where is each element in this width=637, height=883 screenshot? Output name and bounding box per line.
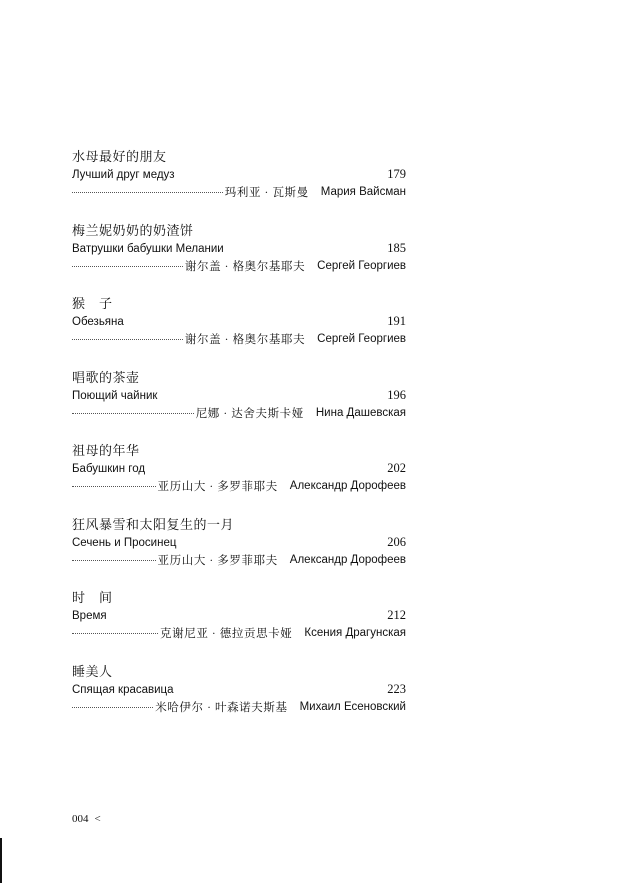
entry-title-row (72, 386, 406, 404)
author-name-chinese: 谢尔盖 · 格奥尔基耶夫 (184, 260, 306, 273)
entry-page-number: 196 (387, 387, 406, 402)
page-number: 004 (72, 813, 89, 825)
entry-author-row (72, 330, 406, 348)
dotted-leader (72, 266, 183, 267)
entry-title-russian: Время (72, 610, 107, 622)
entry-title-russian: Ватрушки бабушки Мелании (72, 242, 224, 255)
toc-entry[interactable] (72, 369, 406, 443)
entry-page-number: 223 (387, 681, 406, 696)
table-of-contents (72, 148, 406, 736)
author-name-russian: Нина Дашевская (315, 406, 406, 419)
entry-author-row (72, 183, 406, 201)
author-name-russian: Михаил Есеновский (299, 700, 406, 713)
author-name-chinese: 米哈伊尔 · 叶森诺夫斯基 (155, 701, 288, 714)
toc-entry[interactable] (72, 295, 406, 369)
author-name-chinese: 亚历山大 · 多罗菲耶夫 (157, 481, 278, 493)
entry-page-number: 206 (387, 534, 406, 549)
toc-entry[interactable] (72, 148, 406, 222)
page-folio (72, 813, 101, 825)
entry-title-row (72, 239, 406, 257)
entry-page-number: 212 (387, 608, 406, 622)
author-name-chinese: 谢尔盖 · 格奥尔基耶夫 (184, 334, 306, 346)
entry-title-row (72, 533, 406, 551)
entry-title-russian: Спящая красавица (72, 683, 174, 696)
entry-page-number: 191 (387, 314, 406, 328)
dotted-leader (72, 486, 156, 487)
entry-title-chinese: 水母最好的朋友 (72, 149, 167, 164)
author-name-russian: Мария Вайсман (320, 186, 406, 198)
author-name-russian: Александр Дорофеев (289, 480, 406, 492)
dotted-leader (72, 413, 194, 414)
author-name-chinese: 克谢尼亚 · 德拉贡思卡娅 (160, 628, 293, 640)
author-name-russian: Сергей Георгиев (317, 333, 406, 345)
dotted-leader (72, 339, 183, 340)
dotted-leader (72, 192, 223, 193)
entry-title-russian: Обезьяна (72, 316, 124, 328)
entry-title-chinese: 唱歌的茶壶 (72, 369, 140, 385)
author-name-chinese: 亚历山大 · 多罗菲耶夫 (157, 554, 278, 567)
entry-title-russian: Сечень и Просинец (72, 536, 177, 549)
entry-title-chinese: 祖母的年华 (72, 443, 140, 458)
back-arrow-icon: < (94, 813, 101, 825)
entry-page-number: 185 (387, 240, 406, 255)
entry-page-number: 202 (387, 461, 406, 475)
entry-title-row (72, 606, 406, 624)
entry-title-row (72, 165, 406, 183)
entry-author-row (72, 551, 406, 569)
entry-title-russian: Поющий чайник (72, 389, 158, 402)
toc-entry[interactable] (72, 222, 406, 296)
entry-title-row (72, 312, 406, 330)
author-name-russian: Сергей Георгиев (317, 259, 406, 272)
entry-title-chinese: 睡美人 (72, 663, 113, 679)
author-name-chinese: 玛利亚 · 瓦斯曼 (224, 187, 309, 199)
entry-author-row (72, 404, 406, 422)
entry-title-chinese: 梅兰妮奶奶的奶渣饼 (72, 222, 194, 238)
entry-author-row (72, 477, 406, 495)
author-name-chinese: 尼娜 · 达舍夫斯卡娅 (195, 407, 304, 420)
author-name-russian: Александр Дорофеев (289, 553, 406, 566)
entry-author-row (72, 698, 406, 716)
toc-entry[interactable] (72, 516, 406, 590)
dotted-leader (72, 560, 156, 561)
entry-title-chinese: 时 间 (72, 590, 113, 605)
entry-title-russian: Бабушкин год (72, 463, 146, 475)
entry-title-russian: Лучший друг медуз (72, 169, 175, 181)
entry-title-row (72, 680, 406, 698)
entry-author-row (72, 624, 406, 642)
dotted-leader (72, 707, 153, 708)
entry-title-row (72, 459, 406, 477)
dotted-leader (72, 633, 158, 634)
entry-title-chinese: 猴 子 (72, 296, 113, 311)
entry-title-chinese: 狂风暴雪和太阳复生的一月 (72, 516, 235, 532)
entry-author-row (72, 257, 406, 275)
page-edge-divider (0, 838, 2, 883)
entry-page-number: 179 (387, 167, 406, 181)
author-name-russian: Ксения Драгунская (304, 627, 406, 639)
toc-entry[interactable] (72, 442, 406, 516)
toc-entry[interactable] (72, 663, 406, 737)
toc-entry[interactable] (72, 589, 406, 663)
